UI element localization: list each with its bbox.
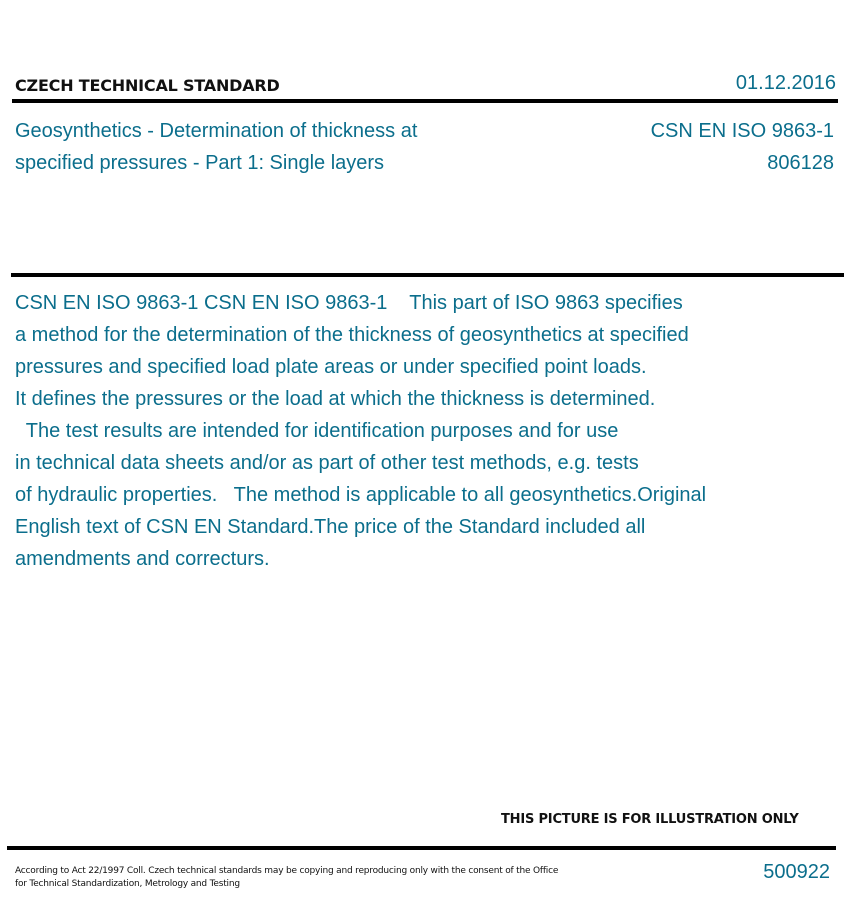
title-divider: [11, 273, 844, 277]
abstract-line: English text of CSN EN Standard.The price of the Standard included all: [15, 516, 646, 538]
abstract-line: a method for the determination of the thickness of geosynthetics at specified: [15, 324, 689, 346]
standard-identifiers: [651, 115, 834, 179]
standard-title-line: specified pressures - Part 1: Single layers: [15, 152, 385, 174]
abstract-line: CSN EN ISO 9863-1 CSN EN ISO 9863-1 This part of ISO 9863 specifies: [15, 292, 683, 314]
footer-divider: [7, 846, 836, 850]
legal-notice: [15, 865, 595, 891]
standard-type-label: CZECH TECHNICAL STANDARD: [15, 76, 280, 95]
abstract-line: in technical data sheets and/or as part of other test methods, e.g. tests: [15, 452, 639, 474]
abstract-line: of hydraulic properties. The method is applicable to all geosynthetics.Original: [15, 484, 707, 506]
abstract-line: The test results are intended for identification purposes and for use: [15, 420, 619, 442]
standard-title-line: Geosynthetics - Determination of thickness at: [15, 120, 418, 142]
standard-title: [15, 115, 485, 179]
legal-notice-line: for Technical Standardization, Metrology and Testing: [15, 879, 240, 889]
header-divider: [12, 99, 838, 103]
legal-notice-line: According to Act 22/1997 Coll. Czech technical standards may be copying and reproducing only with the consent of the Office: [15, 866, 559, 876]
abstract-line: amendments and correcturs.: [15, 548, 270, 570]
standard-code: CSN EN ISO 9863-1: [650, 120, 834, 142]
publication-date: 01.12.2016: [735, 72, 836, 94]
abstract-line: pressures and specified load plate areas or under specified point loads.: [15, 356, 647, 378]
catalog-number: 806128: [767, 152, 834, 174]
illustration-disclaimer: THIS PICTURE IS FOR ILLUSTRATION ONLY: [501, 812, 799, 827]
abstract-text: [15, 287, 815, 575]
document-number: 500922: [763, 861, 830, 883]
abstract-line: It defines the pressures or the load at which the thickness is determined.: [15, 388, 656, 410]
